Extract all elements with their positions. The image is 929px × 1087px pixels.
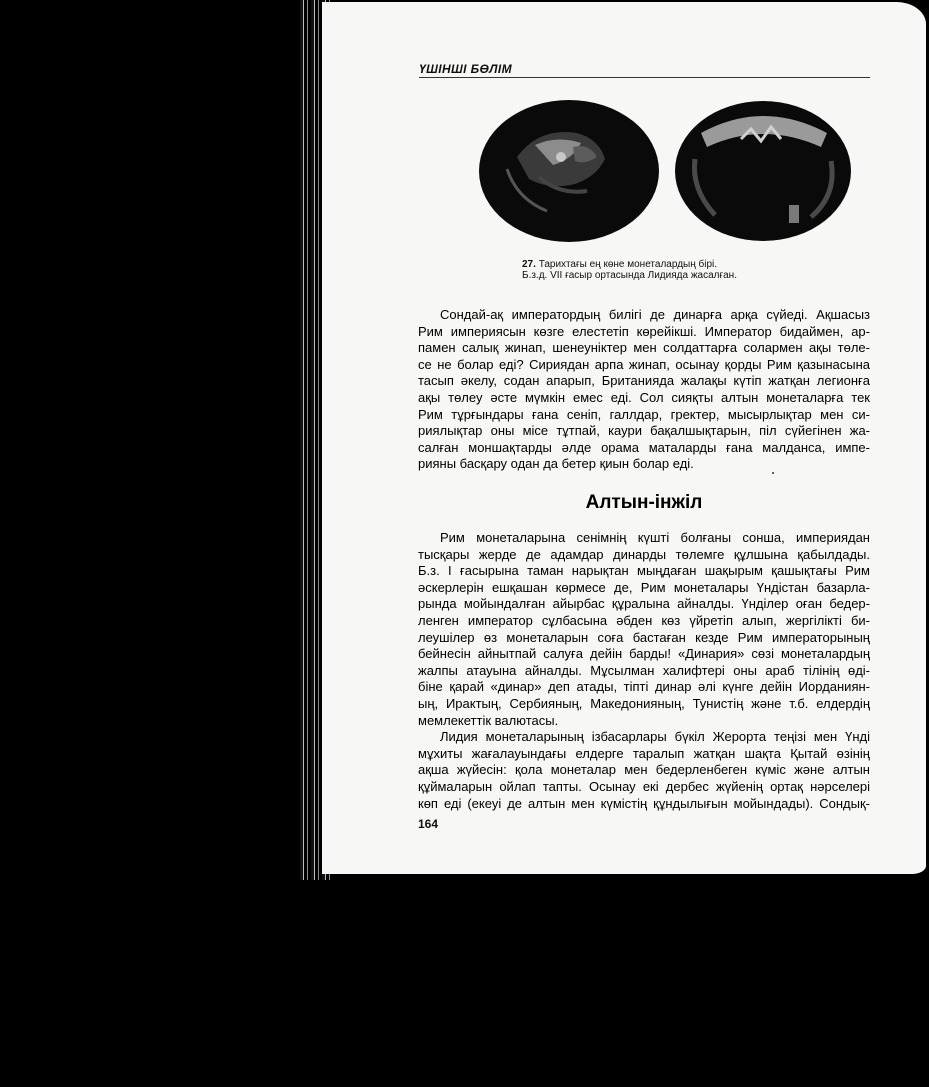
paragraph-1 — [418, 307, 870, 473]
page-number: 164 — [418, 817, 439, 831]
text-line: біне қарай «динар» деп атады, тіпті динар әлі күнге дейін Иорданиян- — [418, 679, 870, 695]
text-line: бейнесін айнытпай салуға дейін барды! «Динария» сөзі монеталардың — [418, 646, 870, 662]
header-rule — [419, 77, 870, 78]
text-line: құймаларын ойлап тапты. Осынау екі дербес жүйенің ортақ нәрселері — [418, 778, 870, 794]
figure-number: 27. — [522, 259, 536, 270]
text-line: тасып әкелу, содан апарып, Британияда жалақы күтіп жатқан легионға — [418, 373, 870, 389]
text-line: ленген император сұлбасына әбден көз үйретіп алып, жергілікті би- — [418, 612, 870, 628]
caption-line-2: Б.з.д. VII ғасыр ортасында Лидияда жасалған. — [522, 270, 737, 281]
text-line: рында мойындалған айырбас құралына айналды. Үнділер оған бедер- — [418, 596, 870, 612]
text-line: памен салық жинап, шенеуніктер мен солдаттарға солармен ақы төле- — [418, 340, 870, 356]
text-line: Рим тұрғындары ғана сеніп, галлдар, гректер, мысырлықтар мен си- — [418, 406, 870, 422]
text-line: леушілер өз монеталарын соға бастаған кезде Рим императорының — [418, 629, 870, 645]
text-line: ақы төлеу әсте мүмкін емес еді. Сол сияқты алтын монеталарға тек — [418, 389, 870, 405]
text-line: салған моншақтарды әлде орама маталарды ғана малданса, импе- — [418, 439, 870, 455]
text-line: Б.з. І ғасырына таман нарықтан мыңдаған шақырым қашықтағы Рим — [418, 563, 870, 579]
coin-reverse-image — [671, 99, 855, 243]
text-line: мұхиты жағалауындағы елдерге таралып жатқан шақта Қытай өзінің — [418, 745, 870, 761]
text-line: әскерлерін ешқашан көрмесе де, Рим монеталары Үндістан базарла- — [418, 579, 870, 595]
paragraph-2 — [418, 530, 870, 812]
text-line: рияны басқару одан да бетер қиын болар еді. — [418, 456, 694, 472]
speck — [772, 472, 774, 474]
text-line: тысқары жерде де адамдар динарды төлемге құлшына қабылдады. — [418, 546, 870, 562]
figure-caption — [522, 259, 782, 281]
section-title: Алтын-інжіл — [585, 492, 703, 513]
text-line: Рим империясын көзге елестетіп көрейікші. Император бидаймен, ар- — [418, 323, 870, 339]
text-line: Лидия монеталарының ізбасарлары бүкіл Жерорта теңізі мен Үнді — [440, 729, 870, 745]
text-line: ың, Ирактың, Сербияның, Македонияның, Тунистің және т.б. елдердің — [418, 695, 870, 711]
coin-obverse-image — [477, 99, 661, 243]
running-header: ҮШІНШІ БӨЛІМ — [419, 62, 513, 76]
text-line: Рим монеталарына сенімнің күшті болғаны сонша, империядан — [440, 530, 870, 545]
book-page — [322, 2, 926, 874]
text-line: көп еді (екеуі де алтын мен күмістің құндылығын мойындады). Сондық- — [418, 795, 870, 811]
text-line: мемлекеттік валютасы. — [418, 712, 559, 728]
text-line: жалпы атауына айналды. Мұсылман халифтері оны араб тілінің өді- — [418, 662, 870, 678]
text-line: Сондай-ақ императордың билігі де динарға арқа сүйеді. Ақшасыз — [440, 307, 870, 322]
caption-line-1: Тарихтағы ең көне монеталардың бірі. — [538, 259, 718, 270]
text-line: се не болар еді? Сириядан арпа жинап, осынау қорды Рим қазынасына — [418, 356, 870, 372]
text-line: ақша жүйесін: қола монеталар мен бедерленбеген күміс және алтын — [418, 762, 870, 778]
text-line: риялықтар оны місе тұтпай, каури бақалшықтарын, піл сүйегінен жа- — [418, 423, 870, 439]
